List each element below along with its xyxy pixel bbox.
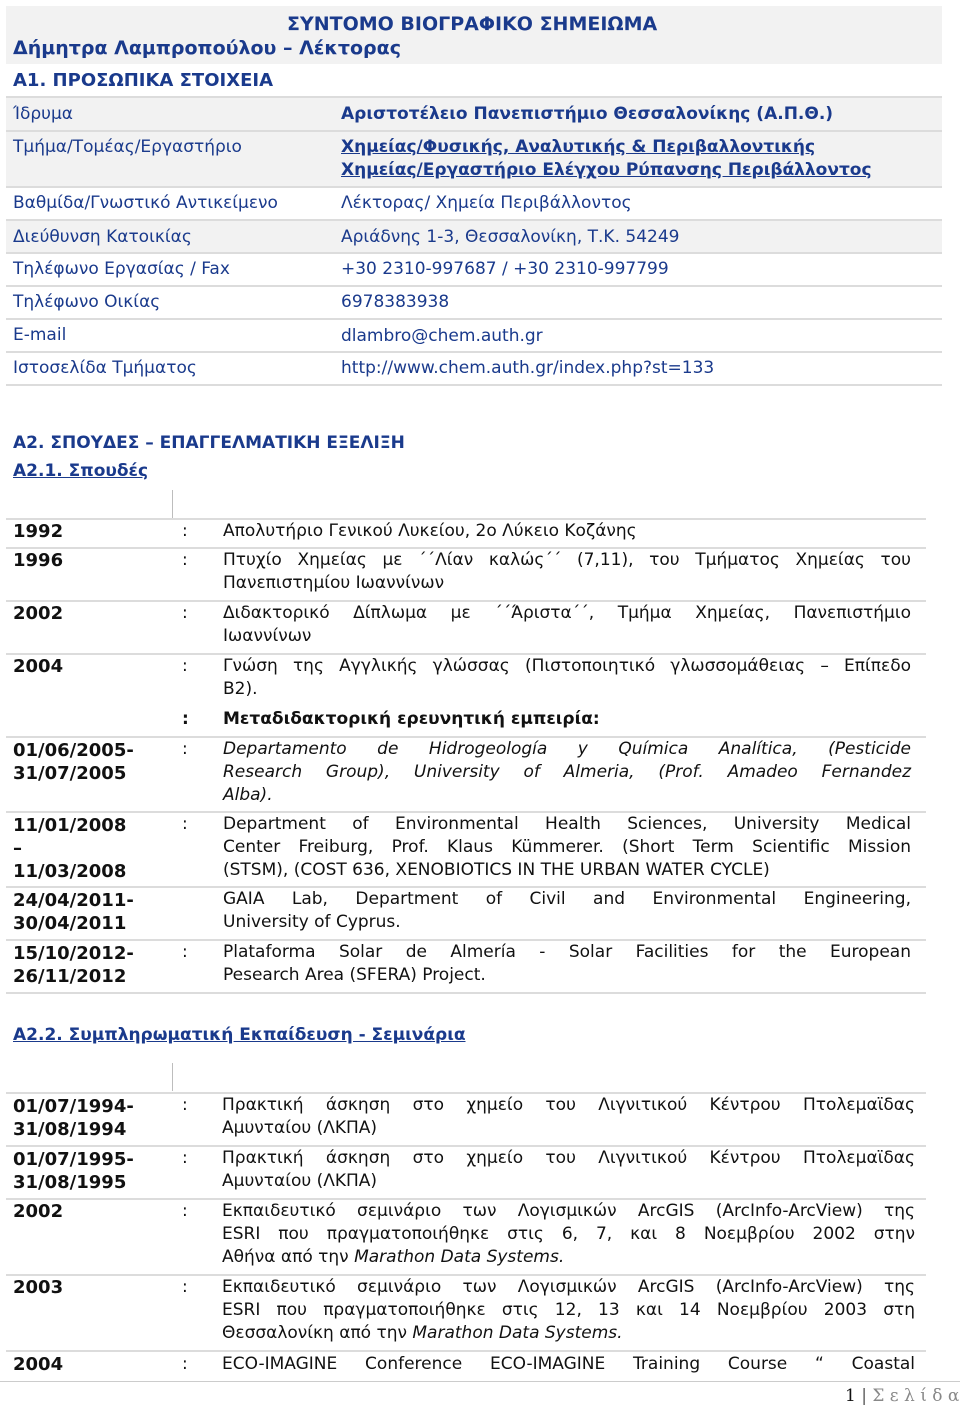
row-divider: [6, 318, 942, 320]
row-divider: [6, 130, 942, 132]
table-vline: [172, 1063, 173, 1091]
seminar-text: Πρακτική άσκηση στο χημείο του Λιγνιτικού Κέντρου Πτολεμαϊδας Αμυνταίου (ΛΚΠΑ): [222, 1148, 915, 1191]
value-address: Αριάδνης 1-3, Θεσσαλονίκη, Τ.Κ. 54249: [341, 227, 680, 247]
value-home-phone: 6978383938: [341, 292, 450, 312]
colon: :: [182, 1277, 188, 1297]
seminar-text: Πρακτική άσκηση στο χημείο του Λιγνιτικού Κέντρου Πτολεμαϊδας Αμυνταίου (ΛΚΠΑ): [222, 1095, 915, 1138]
section-a22-heading: Α2.2. Συμπληρωματική Εκπαίδευση - Σεμινάρια: [13, 1025, 466, 1045]
label-email: E-mail: [13, 325, 67, 345]
study-text: Πτυχίο Χημείας με ΄΄Λίαν καλώς΄΄ (7,11), του Τμήματος Χημείας του Πανεπιστημίου Ιωαννίνων: [223, 550, 911, 593]
page-number: 1: [845, 1386, 856, 1406]
email-link[interactable]: dlambro@chem.auth.gr: [341, 326, 543, 346]
colon: :: [182, 814, 188, 834]
author-name: Δήμητρα Λαμπροπούλου – Λέκτορας: [13, 37, 401, 59]
seminar-date: 01/07/1994- 31/08/1994: [13, 1096, 134, 1140]
postdoc-title: Μεταδιδακτορική ερευνητική εμπειρία:: [223, 709, 600, 729]
row-divider: [6, 285, 942, 287]
study-year: 2002: [13, 603, 64, 624]
table-vline: [172, 490, 173, 518]
postdoc-date: 24/04/2011- 30/04/2011: [13, 890, 134, 934]
colon: :: [182, 942, 188, 962]
section-a2-heading: Α2. ΣΠΟΥΔΕΣ – ΕΠΑΓΓΕΛΜΑΤΙΚΗ ΕΞΕΛΙΞΗ: [13, 433, 405, 453]
value-institution: Αριστοτέλειο Πανεπιστήμιο Θεσσαλονίκης (Α.Π.Θ.): [341, 104, 834, 124]
row-divider: [6, 1350, 926, 1352]
postdoc-text: Department of Environmental Health Sciences, University Medical Center Freiburg, Prof. Klaus Kümmerer. (Short Term Scientific Mission (STSM), (COST 636, XENOBIOTICS IN THE URBAN WATER CYCLE): [223, 814, 911, 880]
seminar-text: ECO-IMAGINE Conference ECO-IMAGINE Training Course “ Coastal: [222, 1354, 915, 1374]
label-home-phone: Τηλέφωνο Οικίας: [13, 292, 161, 312]
colon: :: [182, 1095, 188, 1115]
row-divider: [6, 96, 942, 98]
website-link[interactable]: http://www.chem.auth.gr/index.php?st=133: [341, 358, 715, 378]
study-text: Γνώση της Αγγλικής γλώσσας (Πιστοποιητικό γλωσσομάθειας – Επίπεδο Β2).: [223, 656, 911, 699]
value-department-line2: Χημείας/Εργαστήριο Ελέγχου Ρύπανσης Περιβάλλοντος: [341, 160, 872, 180]
section-a21-heading: Α2.1. Σπουδές: [13, 461, 149, 481]
colon: :: [182, 521, 188, 541]
label-department: Τμήμα/Τομέας/Εργαστήριο: [13, 137, 242, 157]
postdoc-date: 01/06/2005- 31/07/2005: [13, 740, 134, 784]
colon: :: [182, 603, 188, 623]
postdoc-text: GAIA Lab, Department of Civil and Environmental Engineering, University of Cyprus.: [223, 889, 911, 932]
seminar-date: 2003: [13, 1277, 64, 1298]
value-rank: Λέκτορας/ Χημεία Περιβάλλοντος: [341, 193, 632, 213]
study-text: Διδακτορικό Δίπλωμα με ΄΄Άριστα΄΄, Τμήμα Χημείας, Πανεπιστήμιο Ιωαννίνων: [223, 603, 911, 646]
row-divider: [6, 252, 942, 254]
row-divider: [6, 384, 942, 386]
colon: :: [182, 1201, 188, 1221]
footer-rule: [0, 1381, 960, 1382]
page-label: Σ ε λ ί δ α: [872, 1386, 960, 1406]
document-title: ΣΥΝΤΟΜΟ ΒΙΟΓΡΑΦΙΚΟ ΣΗΜΕΙΩΜΑ: [287, 13, 658, 35]
study-year: 1992: [13, 521, 64, 542]
colon: :: [182, 656, 188, 676]
label-rank: Βαθμίδα/Γνωστικό Αντικείμενο: [13, 193, 278, 213]
row-divider: [6, 351, 942, 353]
label-website: Ιστοσελίδα Τμήματος: [13, 358, 197, 378]
seminar-text: Εκπαιδευτικό σεμινάριο των Λογισμικών ArcGIS (ArcInfo-ArcView) της ESRI που πραγματοποιήθηκε στις 12, 13 και 14 Νοεμβρίου 2003 στη Θεσσαλονίκη από την Marathon Data Systems.: [222, 1277, 915, 1343]
colon: :: [182, 739, 188, 759]
colon: :: [182, 1354, 188, 1374]
section-a1-heading: Α1. ΠΡΟΣΩΠΙΚΑ ΣΤΟΙΧΕΙΑ: [13, 70, 273, 91]
study-text: Απολυτήριο Γενικού Λυκείου, 2ο Λύκειο Κοζάνης: [223, 521, 637, 541]
colon: :: [182, 550, 188, 570]
footer-separator: |: [861, 1386, 867, 1406]
study-year: 1996: [13, 550, 64, 571]
postdoc-text: Departamento de Hidrogeología y Química Analítica, (Pesticide Research Group), University of Almeria, (Prof. Amadeo Fernandez Alba).: [223, 739, 911, 805]
study-year: 2004: [13, 656, 64, 677]
seminar-date: 01/07/1995- 31/08/1995: [13, 1149, 134, 1193]
postdoc-date: 15/10/2012- 26/11/2012: [13, 943, 134, 987]
value-department-line1: Χημείας/Φυσικής, Αναλυτικής & Περιβαλλοντικής: [341, 137, 816, 157]
page-footer: [845, 1386, 959, 1406]
label-institution: Ίδρυμα: [13, 104, 73, 124]
seminar-date: 2002: [13, 1201, 64, 1222]
value-work-phone: +30 2310-997687 / +30 2310-997799: [341, 259, 669, 279]
label-address: Διεύθυνση Κατοικίας: [13, 227, 192, 247]
row-divider: [6, 186, 942, 188]
colon: :: [182, 1148, 188, 1168]
postdoc-text: Plataforma Solar de Almería - Solar Facilities for the European Pesearch Area (SFERA) Project.: [223, 942, 911, 985]
colon: :: [182, 709, 189, 729]
postdoc-date: 11/01/2008 – 11/03/2008: [13, 815, 127, 882]
seminar-text: Εκπαιδευτικό σεμινάριο των Λογισμικών ArcGIS (ArcInfo-ArcView) της ESRI που πραγματοποιήθηκε στις 6, 7, και 8 Νοεμβρίου 2002 στην Αθήνα από την Marathon Data Systems.: [222, 1201, 915, 1267]
label-work-phone: Τηλέφωνο Εργασίας / Fax: [13, 259, 230, 279]
row-divider: [6, 992, 926, 994]
seminar-date: 2004: [13, 1354, 64, 1375]
